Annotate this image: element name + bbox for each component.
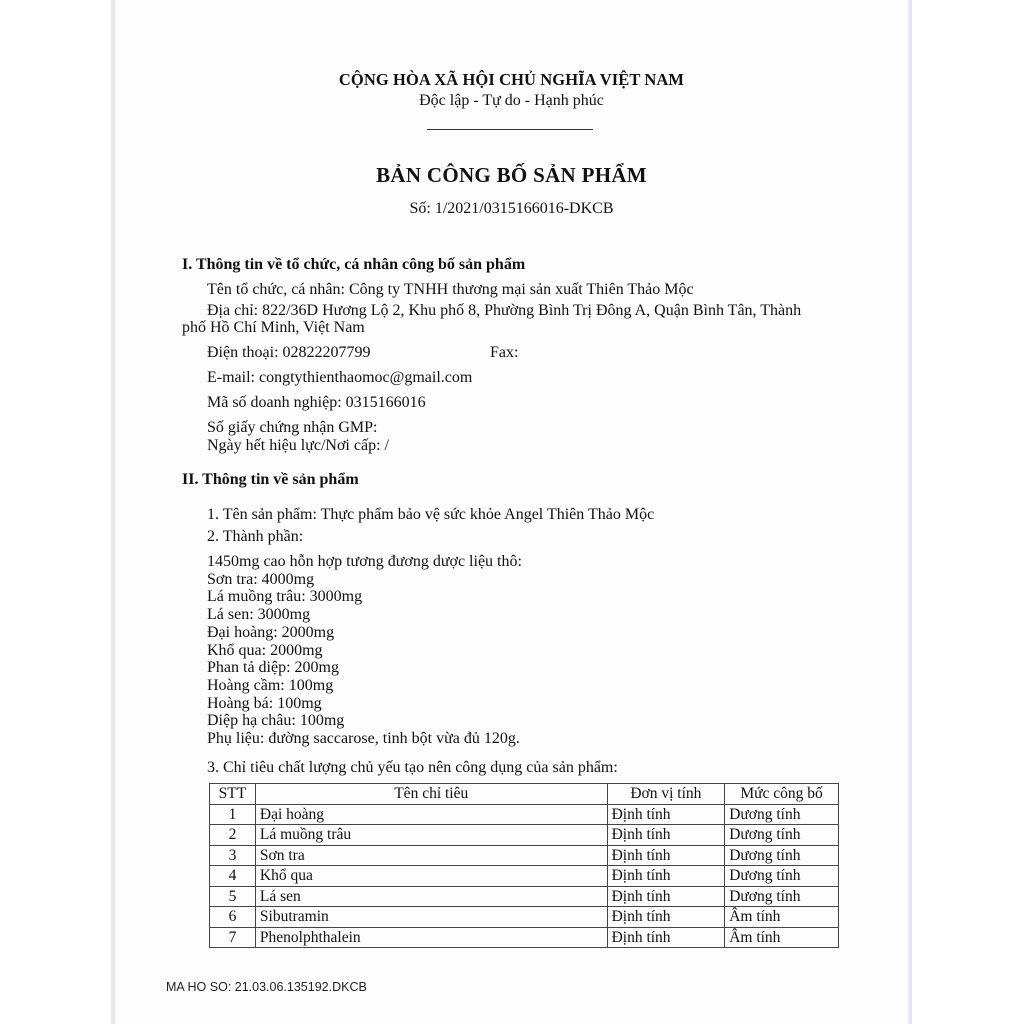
cell-criterion: Đại hoàng	[255, 804, 607, 825]
table-header-row	[210, 784, 839, 805]
address-line-2: phố Hồ Chí Minh, Việt Nam	[182, 319, 365, 336]
cell-unit: Định tính	[607, 845, 725, 866]
cell-stt: 7	[210, 927, 256, 948]
section-2-heading: II. Thông tin về sản phẩm	[182, 471, 359, 488]
national-title: CỘNG HÒA XÃ HỘI CHỦ NGHĨA VIỆT NAM	[338, 70, 685, 89]
table-row	[210, 804, 839, 825]
cell-level: Âm tính	[725, 927, 839, 948]
cell-unit: Định tính	[607, 927, 725, 948]
cell-level: Dương tính	[725, 804, 839, 825]
gmp-certificate: Số giấy chứng nhận GMP:	[207, 419, 378, 436]
cell-criterion: Sơn tra	[255, 845, 607, 866]
ingredient-item: Khổ qua: 2000mg	[207, 641, 323, 659]
cell-criterion: Lá sen	[255, 886, 607, 907]
cell-stt: 3	[210, 845, 256, 866]
table-row	[210, 927, 839, 948]
ingredient-list	[207, 553, 522, 748]
motto-underline	[427, 129, 593, 130]
cell-unit: Định tính	[607, 886, 725, 907]
ingredient-item: Diệp hạ châu: 100mg	[207, 712, 345, 730]
cell-level: Dương tính	[725, 825, 839, 846]
cell-unit: Định tính	[607, 825, 725, 846]
address-line-1: Địa chỉ: 822/36D Hương Lộ 2, Khu phố 8, Phường Bình Trị Đông A, Quận Bình Tân, Thành	[207, 302, 802, 319]
ingredient-item: Lá muồng trâu: 3000mg	[207, 588, 363, 606]
quality-label: 3. Chỉ tiêu chất lượng chủ yếu tạo nên công dụng của sản phẩm:	[207, 759, 618, 776]
ingredient-item: Phan tả diệp: 200mg	[207, 659, 339, 677]
page-edge-right	[908, 0, 912, 1024]
section-1-heading: I. Thông tin về tổ chức, cá nhân công bố sản phẩm	[182, 256, 526, 273]
ingredient-item: Phụ liệu: đường saccarose, tinh bột vừa đủ 120g.	[207, 730, 520, 748]
header-declared-level: Mức công bố	[725, 784, 839, 805]
quality-table	[209, 783, 839, 948]
ingredient-item: Sơn tra: 4000mg	[207, 570, 315, 588]
table-row	[210, 825, 839, 846]
email: E-mail: congtythienthaomoc@gmail.com	[207, 369, 473, 386]
fax: Fax:	[490, 344, 519, 361]
composition-label: 2. Thành phần:	[207, 528, 304, 545]
national-motto: Độc lập - Tự do - Hạnh phúc	[419, 92, 604, 109]
ingredient-item: Lá sen: 3000mg	[207, 606, 311, 624]
header-stt: STT	[210, 784, 256, 805]
document-page	[115, 0, 908, 1024]
header-unit: Đơn vị tính	[607, 784, 725, 805]
document-title: BẢN CÔNG BỐ SẢN PHẨM	[376, 163, 647, 187]
ingredient-item: Đại hoàng: 2000mg	[207, 623, 335, 641]
cell-level: Dương tính	[725, 886, 839, 907]
table-row	[210, 845, 839, 866]
cell-stt: 5	[210, 886, 256, 907]
phone: Điện thoại: 02822207799	[207, 344, 371, 361]
file-code: MA HO SO: 21.03.06.135192.DKCB	[166, 980, 367, 994]
business-code: Mã số doanh nghiệp: 0315166016	[207, 394, 426, 411]
cell-stt: 4	[210, 866, 256, 887]
cell-unit: Định tính	[607, 866, 725, 887]
table-row	[210, 866, 839, 887]
table-row	[210, 907, 839, 928]
org-name: Tên tổ chức, cá nhân: Công ty TNHH thương mại sản xuất Thiên Thảo Mộc	[207, 281, 694, 298]
ingredient-item: Hoàng bá: 100mg	[207, 694, 322, 712]
header-criterion: Tên chỉ tiêu	[255, 784, 607, 805]
cell-stt: 2	[210, 825, 256, 846]
cell-criterion: Khổ qua	[255, 866, 607, 887]
cell-unit: Định tính	[607, 907, 725, 928]
product-name: 1. Tên sản phẩm: Thực phẩm bảo vệ sức khỏe Angel Thiên Thảo Mộc	[207, 506, 655, 523]
cell-criterion: Phenolphthalein	[255, 927, 607, 948]
cell-level: Dương tính	[725, 845, 839, 866]
cell-criterion: Sibutramin	[255, 907, 607, 928]
expiry-issuer: Ngày hết hiệu lực/Nơi cấp: /	[207, 437, 389, 454]
document-number: Số: 1/2021/0315166016-DKCB	[409, 200, 614, 217]
ingredient-item: Hoàng cầm: 100mg	[207, 676, 334, 694]
table-row	[210, 886, 839, 907]
cell-level: Âm tính	[725, 907, 839, 928]
cell-criterion: Lá muồng trâu	[255, 825, 607, 846]
cell-stt: 6	[210, 907, 256, 928]
cell-level: Dương tính	[725, 866, 839, 887]
cell-unit: Định tính	[607, 804, 725, 825]
cell-stt: 1	[210, 804, 256, 825]
ingredient-item: 1450mg cao hỗn hợp tương đương dược liệu thô:	[207, 553, 522, 570]
